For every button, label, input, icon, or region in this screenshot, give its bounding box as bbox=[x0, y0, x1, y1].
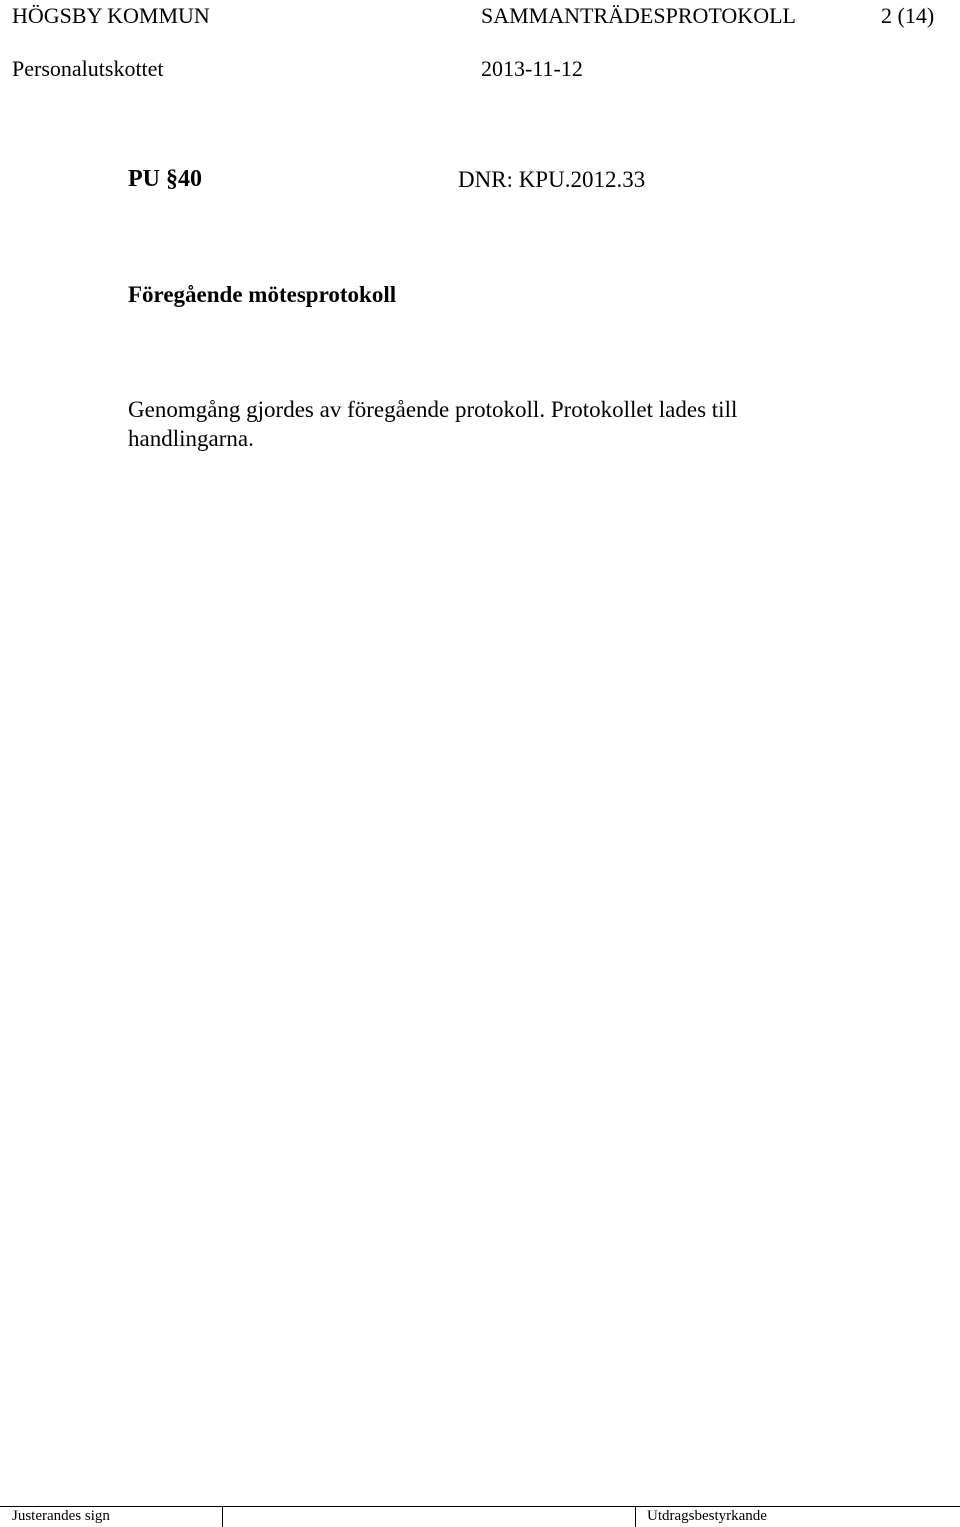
section-sign: § bbox=[166, 166, 178, 192]
section-title: Föregående mötesprotokoll bbox=[128, 282, 397, 307]
signature-label: Justerandes sign bbox=[12, 1508, 110, 1524]
footer-cell-separator bbox=[222, 1506, 223, 1527]
paragraph-prefix: PU bbox=[128, 166, 160, 192]
meeting-date: 2013-11-12 bbox=[481, 56, 583, 81]
committee-name: Personalutskottet bbox=[12, 56, 164, 81]
registration-number: DNR: KPU.2012.33 bbox=[458, 167, 646, 192]
municipality-name: HÖGSBY KOMMUN bbox=[12, 3, 210, 28]
paragraph-id bbox=[128, 166, 202, 193]
footer-divider bbox=[0, 1506, 960, 1507]
footer-cell-separator bbox=[635, 1506, 636, 1527]
page-number: 2 (14) bbox=[881, 3, 935, 28]
extract-certification-label: Utdragsbestyrkande bbox=[647, 1508, 767, 1524]
paragraph-number: 40 bbox=[178, 166, 202, 192]
document-type: SAMMANTRÄDESPROTOKOLL bbox=[481, 3, 796, 28]
section-body: Genomgång gjordes av föregående protokoll. Protokollet lades till handlingarna. bbox=[128, 397, 738, 451]
